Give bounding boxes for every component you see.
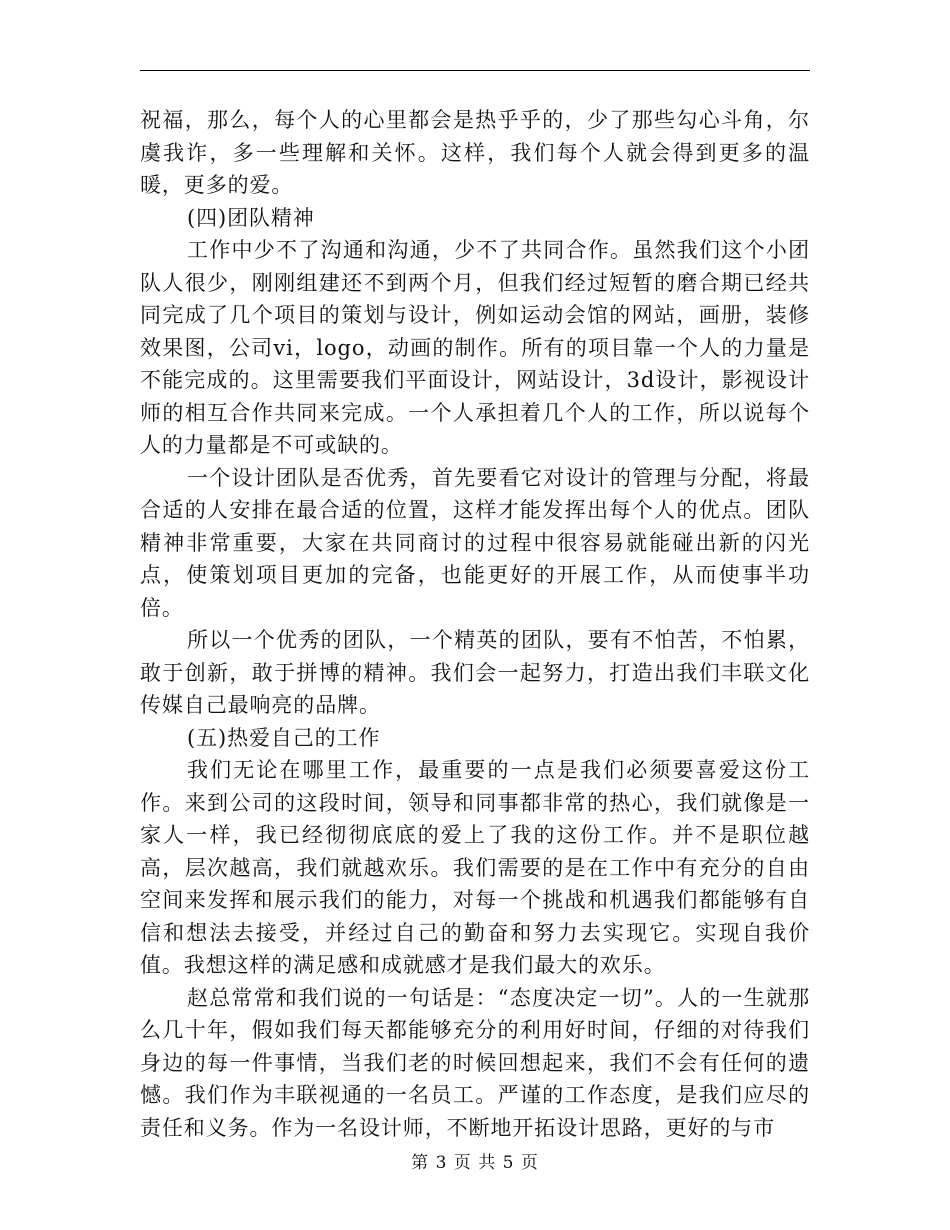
paragraph-team-brand: 所以一个优秀的团队，一个精英的团队，要有不怕苦，不怕累，敢于创新，敢于拼博的精神。我们会一起努力，打造出我们丰联文化传媒自己最响亮的品牌。 (140, 628, 810, 717)
paragraph-attitude: 赵总常常和我们说的一句话是：“态度决定一切”。人的一生就那么几十年，假如我们每天都能够充分的利用好时间，仔细的对待我们身边的每一件事情，当我们老的时候回想起来，我们不会有任何的遗憾。我们作为丰联视通的一名员工。严谨的工作态度，是我们应尽的责任和义务。作为一名设计师，不断地开拓设计思路，更好的与市 (140, 985, 810, 1140)
paragraph-continuation: 祝福，那么，每个人的心里都会是热乎乎的，少了那些勾心斗角，尔虞我诈，多一些理解和关怀。这样，我们每个人就会得到更多的温暖，更多的爱。 (140, 108, 810, 197)
document-body (140, 104, 810, 1144)
header-rule (140, 70, 810, 71)
paragraph-team-cooperation: 工作中少不了沟通和沟通，少不了共同合作。虽然我们这个小团队人很少，刚刚组建还不到两个月，但我们经过短暂的磨合期已经共同完成了几个项目的策划与设计，例如运动会馆的网站，画册，装修效果图，公司vi，logo，动画的制作。所有的项目靠一个人的力量是不能完成的。这里需要我们平面设计，网站设计，3d设计，影视设计师的相互合作共同来完成。一个人承担着几个人的工作，所以说每个人的力量都是不可或缺的。 (140, 238, 810, 457)
paragraph-love-work: 我们无论在哪里工作，最重要的一点是我们必须要喜爱这份工作。来到公司的这段时间，领导和同事都非常的热心，我们就像是一家人一样，我已经彻彻底底的爱上了我的这份工作。并不是职位越高，层次越高，我们就越欢乐。我们需要的是在工作中有充分的自由空间来发挥和展示我们的能力，对每一个挑战和机遇我们都能够有自信和想法去接受，并经过自己的勤奋和努力去实现它。实现自我价值。我想这样的满足感和成就感才是我们最大的欢乐。 (140, 758, 810, 977)
section-heading-love-work: (五)热爱自己的工作 (187, 725, 381, 750)
page-number-footer: 第 3 页 共 5 页 (411, 1153, 539, 1173)
section-heading-team-spirit: (四)团队精神 (187, 205, 315, 230)
paragraph-team-excellence: 一个设计团队是否优秀，首先要看它对设计的管理与分配，将最合适的人安排在最合适的位置，这样才能发挥出每个人的优点。团队精神非常重要，大家在共同商讨的过程中很容易就能碰出新的闪光点，使策划项目更加的完备，也能更好的开展工作，从而使事半功倍。 (140, 465, 810, 620)
